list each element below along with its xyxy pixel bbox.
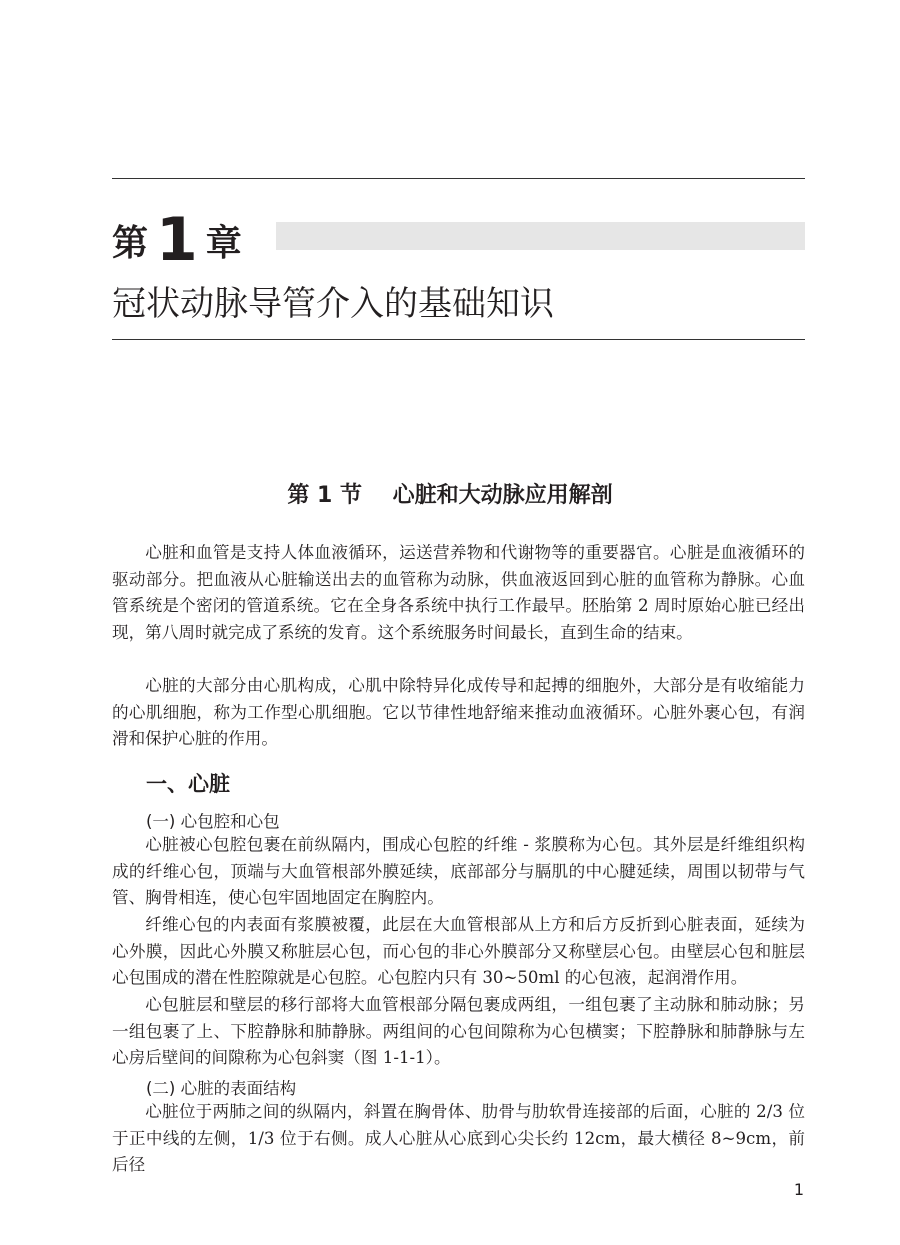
- chapter-title: 冠状动脉导管介入的基础知识: [112, 284, 554, 324]
- intro-paragraph: 心脏和血管是支持人体血液循环，运送营养物和代谢物等的重要器官。心脏是血液循环的驱动部分。把血液从心脏输送出去的血管称为动脉，供血液返回到心脏的血管称为静脉。心血管系统是个密闭的管道系统。它在全身各系统中执行工作最早。胚胎第 2 周时原始心脏已经出现，第八周时就完成了系统的发育。这个系统服务时间最长，直到生命的结束。: [112, 543, 805, 642]
- chapter-heading: [112, 205, 242, 275]
- page-number: 1: [793, 1180, 804, 1199]
- body-paragraph: 心脏被心包腔包裹在前纵隔内，围成心包腔的纤维 - 浆膜称为心包。其外层是纤维组织构成的纤维心包，顶端与大血管根部外膜延续，底部部分与膈肌的中心腱延续，周围以韧带与气管、胸骨相连，使心包牢固地固定在胸腔内。: [112, 835, 805, 907]
- subsection-title-pericardium: (一) 心包腔和心包: [146, 812, 280, 831]
- chapter-number: 1: [156, 205, 198, 275]
- body-paragraph: 心包脏层和壁层的移行部将大血管根部分隔包裹成两组，一组包裹了主动脉和肺动脉；另一组包裹了上、下腔静脉和肺静脉。两组间的心包间隙称为心包横窦；下腔静脉和肺静脉与左心房后壁间的间隙称为心包斜窦（图 1-1-1）。: [112, 995, 805, 1067]
- heading-heart: 一、心脏: [146, 772, 230, 796]
- subsection-title-surface-structure: (二) 心脏的表面结构: [146, 1079, 297, 1098]
- chapter-prefix: 第: [112, 222, 149, 264]
- chapter-suffix: 章: [205, 222, 242, 264]
- body-paragraph: 心脏位于两肺之间的纵隔内，斜置在胸骨体、肋骨与肋软骨连接部的后面，心脏的 2/3 位于正中线的左侧，1/3 位于右侧。成人心脏从心底到心尖长约 12cm，最大横径 8~9cm，前后径: [112, 1102, 805, 1174]
- intro-paragraph: 心脏的大部分由心肌构成，心肌中除特异化成传导和起搏的细胞外，大部分是有收缩能力的心肌细胞，称为工作型心肌细胞。它以节律性地舒缩来推动血液循环。心脏外裹心包，有润滑和保护心脏的作用。: [112, 676, 805, 748]
- section-title: 第 1 节 心脏和大动脉应用解剖: [287, 483, 613, 508]
- chapter-decorative-bar: [276, 222, 805, 250]
- header-top-rule: [112, 178, 805, 179]
- header-bottom-rule: [112, 339, 805, 340]
- body-paragraph: 纤维心包的内表面有浆膜被覆，此层在大血管根部从上方和后方反折到心脏表面，延续为心外膜，因此心外膜又称脏层心包，而心包的非心外膜部分又称壁层心包。由壁层心包和脏层心包围成的潜在性腔隙就是心包腔。心包腔内只有 30~50ml 的心包液，起润滑作用。: [112, 915, 805, 987]
